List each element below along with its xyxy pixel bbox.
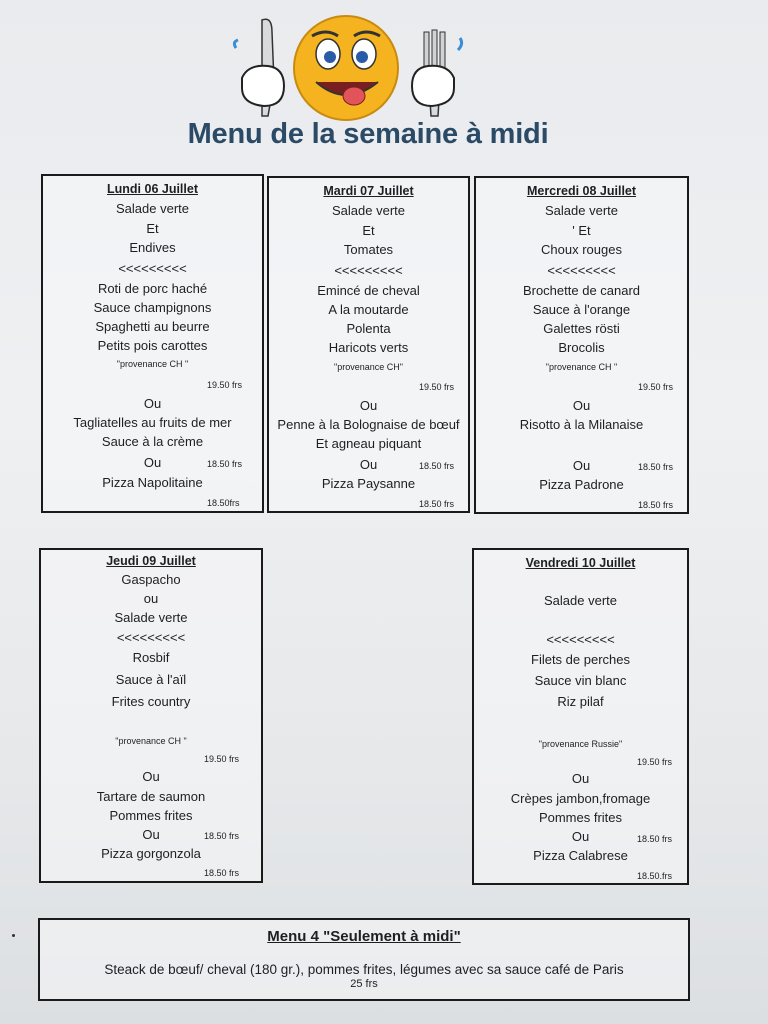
day-box-mardi xyxy=(267,176,470,513)
or-separator: Ou xyxy=(359,457,378,472)
day-header-jeudi: Jeudi 09 Juillet xyxy=(106,554,196,568)
menu-item: Pizza gorgonzola xyxy=(101,846,201,861)
menu-item: Et xyxy=(146,221,159,236)
price: 18.50 frs xyxy=(419,461,455,471)
menu-item: Choux rouges xyxy=(541,242,622,257)
or-separator: Ou xyxy=(572,398,591,413)
price: 18.50.frs xyxy=(637,871,673,881)
menu-item: Pommes frites xyxy=(109,808,193,823)
menu-item: Tagliatelles au fruits de mer xyxy=(73,415,232,430)
menu-item: Pommes frites xyxy=(538,810,623,825)
menu-item: Sauce à l'orange xyxy=(532,302,631,317)
menu-item: Brocolis xyxy=(558,340,605,355)
or-separator: Ou xyxy=(571,829,590,844)
menu4-price: 25 frs xyxy=(350,978,378,990)
menu-separator: <<<<<<<<< xyxy=(116,630,186,645)
menu-item: Salade verte xyxy=(544,593,617,608)
menu-item: Crèpes jambon,fromage xyxy=(510,791,651,806)
or-separator: Ou xyxy=(142,827,160,842)
right-glove-icon xyxy=(412,66,454,106)
day-box-vendredi xyxy=(472,548,689,885)
menu-item: Pizza Paysanne xyxy=(321,476,416,491)
menu-item: Endives xyxy=(129,240,176,255)
menu-item: Sauce à l'aïl xyxy=(115,672,187,687)
day-box-jeudi xyxy=(39,548,263,883)
menu-item: Tartare de saumon xyxy=(96,789,206,804)
menu-item: Frites country xyxy=(111,694,191,709)
price: 18.50 frs xyxy=(637,834,673,844)
day-header-lundi: Lundi 06 Juillet xyxy=(107,182,198,196)
menu-item: Spaghetti au beurre xyxy=(95,319,210,334)
left-glove-icon xyxy=(242,66,284,106)
provenance-note: "provenance Russie" xyxy=(538,739,623,749)
day-header-mercredi: Mercredi 08 Juillet xyxy=(526,184,637,198)
menu-item: Pizza Napolitaine xyxy=(102,475,203,490)
menu-item: Pizza Calabrese xyxy=(533,848,628,863)
price: 18.50 frs xyxy=(207,459,243,469)
menu4-box xyxy=(38,918,690,1001)
menu-item: Penne à la Bolognaise de bœuf xyxy=(277,417,460,432)
menu-item: Petits pois carottes xyxy=(97,338,208,353)
price: 19.50 frs xyxy=(207,380,243,390)
menu-item: Polenta xyxy=(346,321,391,336)
menu-item: Pizza Padrone xyxy=(539,477,624,492)
or-separator: Ou xyxy=(572,458,591,473)
price: 19.50 frs xyxy=(638,382,674,392)
price: 19.50 frs xyxy=(419,382,455,392)
menu-item: Salade verte xyxy=(332,203,405,218)
menu-separator: <<<<<<<<< xyxy=(118,261,187,276)
menu-item: Salade verte xyxy=(114,610,188,625)
menu-item: A la moutarde xyxy=(328,302,409,317)
or-separator: Ou xyxy=(142,769,160,784)
menu-item: Galettes rösti xyxy=(543,321,620,336)
provenance-note: "provenance CH " xyxy=(545,362,618,372)
smiley-logo xyxy=(228,12,468,122)
menu-separator: <<<<<<<<< xyxy=(547,263,616,278)
or-separator: Ou xyxy=(143,396,162,411)
day-box-lundi xyxy=(41,174,264,513)
menu-item: Risotto à la Milanaise xyxy=(519,417,644,432)
smiley-face-icon xyxy=(294,16,398,120)
provenance-note: "provenance CH " xyxy=(115,736,187,746)
menu-item: Salade verte xyxy=(116,201,189,216)
menu-item: Roti de porc haché xyxy=(97,281,208,296)
price: 18.50 frs xyxy=(419,499,455,509)
price: 18.50 frs xyxy=(638,462,674,472)
price: 19.50 frs xyxy=(637,757,673,767)
menu-item: Brochette de canard xyxy=(522,283,641,298)
or-separator: Ou xyxy=(143,455,162,470)
menu-separator: <<<<<<<<< xyxy=(334,263,403,278)
day-header-vendredi: Vendredi 10 Juillet xyxy=(525,556,636,570)
menu-item: Et agneau piquant xyxy=(315,436,422,451)
menu-item: Salade verte xyxy=(545,203,618,218)
provenance-note: "provenance CH " xyxy=(116,359,189,369)
menu-item: Sauce à la crème xyxy=(101,434,204,449)
menu-item: Gaspacho xyxy=(121,572,181,587)
menu-item: Emincé de cheval xyxy=(317,283,420,298)
page-title: Menu de la semaine à midi xyxy=(187,118,549,150)
or-separator: Ou xyxy=(359,398,378,413)
price: 18.50 frs xyxy=(204,868,240,878)
menu-item: Filets de perches xyxy=(531,652,630,667)
menu-item: ' Et xyxy=(572,223,591,238)
menu-item: Et xyxy=(362,223,375,238)
menu-item: Rosbif xyxy=(132,650,170,665)
price: 18.50 frs xyxy=(638,500,674,510)
price: 18.50frs xyxy=(207,498,240,508)
price: 19.50 frs xyxy=(204,754,240,764)
menu-item: Haricots verts xyxy=(328,340,409,355)
menu4-title: Menu 4 "Seulement à midi" xyxy=(267,928,461,945)
paper-mark xyxy=(12,934,15,937)
menu-item: Tomates xyxy=(343,242,394,257)
day-header-mardi: Mardi 07 Juillet xyxy=(323,184,414,198)
menu4-description: Steack de bœuf/ cheval (180 gr.), pommes frites, légumes avec sa sauce café de Paris xyxy=(104,962,624,977)
day-box-mercredi xyxy=(474,176,689,514)
price: 18.50 frs xyxy=(204,831,240,841)
menu-separator: <<<<<<<<< xyxy=(546,632,615,647)
menu-item: Riz pilaf xyxy=(557,694,604,709)
or-separator: Ou xyxy=(571,771,590,786)
menu-item: ou xyxy=(143,591,159,606)
provenance-note: "provenance CH" xyxy=(334,362,403,372)
menu-item: Sauce champignons xyxy=(93,300,212,315)
menu-item: Sauce vin blanc xyxy=(534,673,627,688)
